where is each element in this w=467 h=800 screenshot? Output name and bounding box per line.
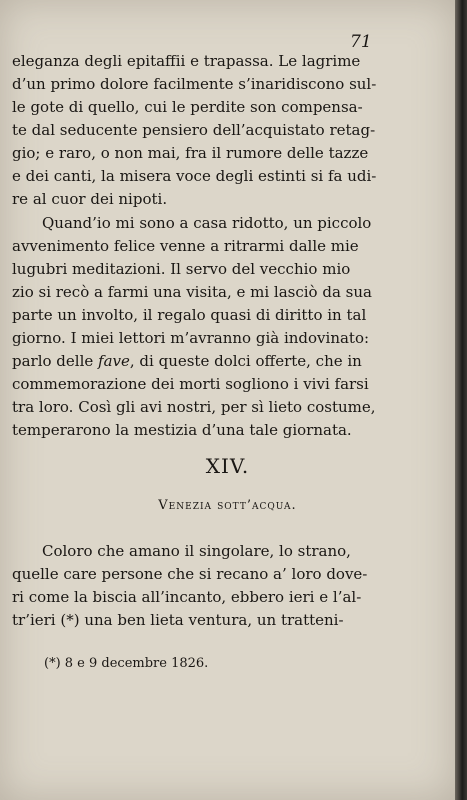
- footnote: (*) 8 e 9 decembre 1826.: [44, 656, 209, 671]
- paragraph-1-line: d’un primo dolore facilmente s’inaridiscono sul-: [12, 75, 377, 93]
- paragraph-1-line: gio; e raro, o non mai, fra il rumore delle tazze: [12, 144, 369, 162]
- paragraph-1-line: eleganza degli epitaffii e trapassa. Le lagrime: [12, 52, 361, 70]
- paragraph-2-line: avvenimento felice venne a ritrarmi dalle mie: [12, 237, 359, 255]
- text-run: parlo delle: [12, 352, 99, 370]
- paragraph-1-line: le gote di quello, cui le perdite son compensa-: [12, 98, 363, 116]
- chapter-number: XIV.: [205, 454, 250, 478]
- paragraph-1-line: re al cuor dei nipoti.: [12, 190, 168, 208]
- paragraph-2-line-with-italic: [12, 350, 362, 372]
- paragraph-2-line: Quand’io mi sono a casa ridotto, un piccolo: [42, 214, 372, 232]
- paragraph-2-line: parte un involto, il regalo quasi di diritto in tal: [12, 306, 367, 324]
- italic-word: fave: [98, 352, 130, 370]
- paragraph-2-line: temperarono la mestizia d’una tale giornata.: [12, 421, 352, 439]
- paragraph-3-line: tr’ieri (*) una ben lieta ventura, un tratteni-: [12, 611, 344, 629]
- paragraph-2-line: commemorazione dei morti sogliono i vivi farsi: [12, 375, 369, 393]
- paragraph-1-line: e dei canti, la misera voce degli estinti si fa udi-: [12, 167, 377, 185]
- paragraph-3-line: quelle care persone che si recano a’ loro dove-: [12, 565, 368, 583]
- paragraph-2-line: giorno. I miei lettori m’avranno già indovinato:: [12, 329, 370, 347]
- paragraph-3-line: Coloro che amano il singolare, lo strano,: [42, 542, 351, 560]
- paragraph-2-line: tra loro. Così gli avi nostri, per sì lieto costume,: [12, 398, 376, 416]
- paragraph-2-line: lugubri meditazioni. Il servo del vecchio mio: [12, 260, 351, 278]
- paragraph-1-line: te dal seducente pensiero dell’acquistato retag-: [12, 121, 376, 139]
- page-edge-shadow: [455, 0, 467, 800]
- text-run: , di queste dolci offerte, che in: [129, 352, 362, 370]
- paragraph-3-line: ri come la biscia all’incanto, ebbero ieri e l’al-: [12, 588, 362, 606]
- page-number: 71: [350, 32, 372, 52]
- paragraph-2-line: zio si recò a farmi una visita, e mi lasciò da sua: [12, 283, 372, 301]
- chapter-title: Venezia sott’acqua.: [158, 498, 297, 513]
